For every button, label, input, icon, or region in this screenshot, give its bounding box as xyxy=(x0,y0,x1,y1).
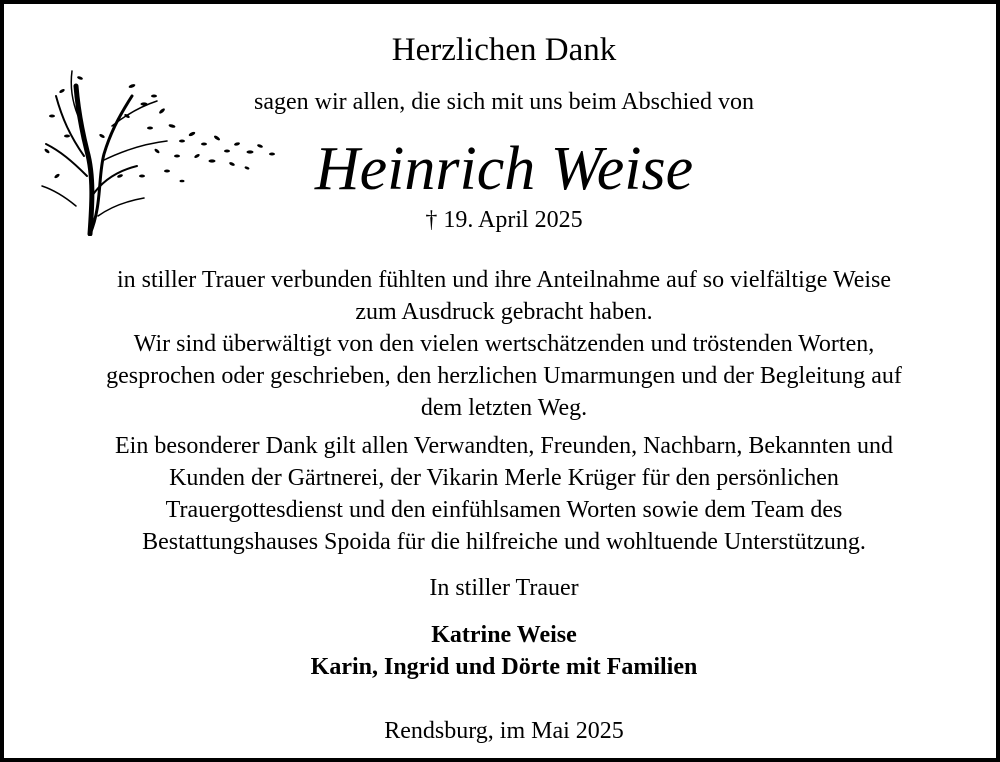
deceased-name: Heinrich Weise xyxy=(314,135,694,203)
notice-heading: Herzlichen Dank xyxy=(391,32,617,68)
paragraph-line: Ein besonderer Dank gilt allen Verwandten, Freunden, Nachbarn, Bekannten und xyxy=(115,433,893,459)
closing-line: In stiller Trauer xyxy=(429,575,579,601)
signature-line: Karin, Ingrid und Dörte mit Familien xyxy=(310,654,698,680)
signature-line: Katrine Weise xyxy=(431,622,577,648)
paragraph-line: Kunden der Gärtnerei, der Vikarin Merle Krüger für den persönlichen xyxy=(169,465,839,491)
paragraph-line: dem letzten Weg. xyxy=(420,395,588,421)
thanks-paragraph xyxy=(4,264,1000,424)
paragraph-line: Bestattungshauses Spoida für die hilfreiche und wohltuende Unterstützung. xyxy=(142,529,866,555)
paragraph-line: in stiller Trauer verbunden fühlten und ihre Anteilnahme auf so vielfältige Weise xyxy=(116,267,892,293)
paragraph-line: Trauergottesdienst und den einfühlsamen Worten sowie dem Team des xyxy=(165,497,843,523)
paragraph-line: Wir sind überwältigt von den vielen wertschätzenden und tröstenden Worten, xyxy=(133,331,875,357)
special-thanks-paragraph xyxy=(4,430,1000,558)
death-date: † 19. April 2025 xyxy=(425,207,583,233)
notice-subheading: sagen wir allen, die sich mit uns beim Abschied von xyxy=(254,89,754,115)
paragraph-line: zum Ausdruck gebracht haben. xyxy=(355,299,653,325)
paragraph-line: gesprochen oder geschrieben, den herzlichen Umarmungen und der Begleitung auf xyxy=(106,363,902,389)
place-date: Rendsburg, im Mai 2025 xyxy=(384,718,624,744)
